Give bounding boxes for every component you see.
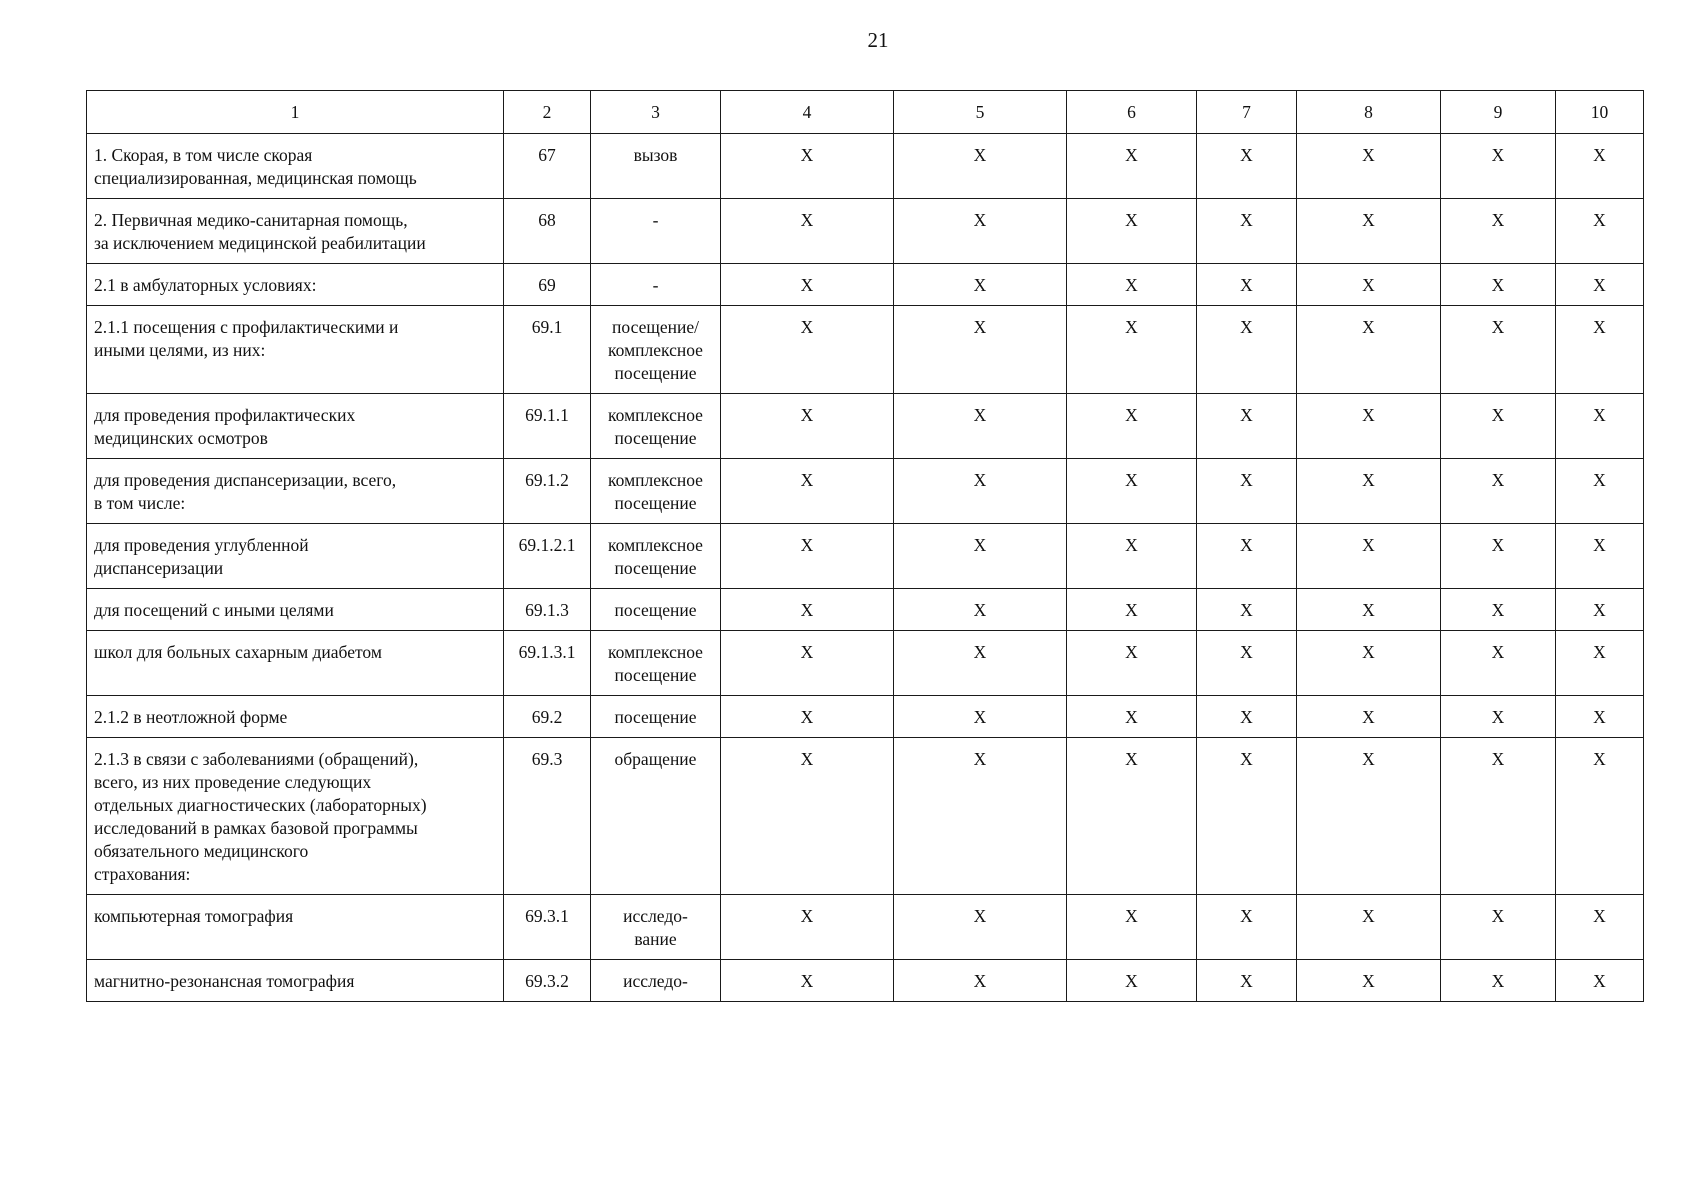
value-cell: X: [1556, 394, 1644, 459]
value-cell: X: [1441, 134, 1556, 199]
value-cell: X: [1197, 631, 1297, 696]
value-cell: X: [721, 631, 894, 696]
value-cell: X: [1556, 589, 1644, 631]
row-name-cell: 2.1.2 в неотложной форме: [87, 696, 504, 738]
value-cell: X: [1297, 134, 1441, 199]
row-name-cell: 2. Первичная медико-санитарная помощь, за исключением медицинской реабилитации: [87, 199, 504, 264]
value-cell: X: [721, 589, 894, 631]
value-cell: X: [1441, 631, 1556, 696]
row-name-cell: 2.1.1 посещения с профилактическими и иными целями, из них:: [87, 306, 504, 394]
value-cell: X: [1556, 631, 1644, 696]
value-cell: X: [1556, 306, 1644, 394]
value-cell: X: [894, 264, 1067, 306]
table-row: [87, 134, 1644, 199]
value-cell: X: [1441, 306, 1556, 394]
value-cell: X: [1441, 589, 1556, 631]
value-cell: X: [1441, 524, 1556, 589]
value-cell: X: [894, 960, 1067, 1002]
column-header: 5: [894, 91, 1067, 134]
value-cell: X: [1197, 696, 1297, 738]
value-cell: X: [894, 134, 1067, 199]
table-row: [87, 306, 1644, 394]
value-cell: X: [721, 524, 894, 589]
value-cell: X: [1441, 696, 1556, 738]
row-name-cell: для проведения диспансеризации, всего, в том числе:: [87, 459, 504, 524]
row-name-cell: для посещений с иными целями: [87, 589, 504, 631]
row-code-cell: 67: [504, 134, 591, 199]
row-name-cell: 2.1.3 в связи с заболеваниями (обращений), всего, из них проведение следующих отдельных диагностических (лабораторных) исследований в рамках базовой программы обязательного медицинского страхования:: [87, 738, 504, 895]
row-code-cell: 68: [504, 199, 591, 264]
column-header: 2: [504, 91, 591, 134]
value-cell: X: [894, 895, 1067, 960]
value-cell: X: [1067, 696, 1197, 738]
row-name-cell: школ для больных сахарным диабетом: [87, 631, 504, 696]
header-row: [87, 91, 1644, 134]
row-unit-cell: исследо- вание: [591, 895, 721, 960]
value-cell: X: [1556, 199, 1644, 264]
value-cell: X: [1067, 459, 1197, 524]
column-header: 4: [721, 91, 894, 134]
value-cell: X: [1067, 631, 1197, 696]
value-cell: X: [1297, 631, 1441, 696]
value-cell: X: [1556, 459, 1644, 524]
row-unit-cell: вызов: [591, 134, 721, 199]
value-cell: X: [1197, 199, 1297, 264]
value-cell: X: [721, 459, 894, 524]
table-body: [87, 91, 1644, 1002]
value-cell: X: [721, 306, 894, 394]
value-cell: X: [1441, 459, 1556, 524]
value-cell: X: [1197, 264, 1297, 306]
value-cell: X: [1067, 306, 1197, 394]
value-cell: X: [1297, 459, 1441, 524]
data-table: [86, 90, 1644, 1002]
value-cell: X: [721, 696, 894, 738]
table-row: [87, 589, 1644, 631]
value-cell: X: [894, 524, 1067, 589]
value-cell: X: [1197, 459, 1297, 524]
value-cell: X: [1556, 960, 1644, 1002]
table-row: [87, 738, 1644, 895]
value-cell: X: [1067, 199, 1197, 264]
row-name-cell: 1. Скорая, в том числе скорая специализированная, медицинская помощь: [87, 134, 504, 199]
value-cell: X: [894, 589, 1067, 631]
page-number: 21: [867, 28, 889, 52]
value-cell: X: [1297, 696, 1441, 738]
value-cell: X: [721, 960, 894, 1002]
value-cell: X: [894, 394, 1067, 459]
row-code-cell: 69.1.1: [504, 394, 591, 459]
value-cell: X: [1441, 738, 1556, 895]
value-cell: X: [1297, 306, 1441, 394]
value-cell: X: [721, 394, 894, 459]
value-cell: X: [1297, 394, 1441, 459]
value-cell: X: [1067, 264, 1197, 306]
value-cell: X: [1297, 199, 1441, 264]
row-code-cell: 69.1.3: [504, 589, 591, 631]
value-cell: X: [1067, 394, 1197, 459]
value-cell: X: [1297, 960, 1441, 1002]
value-cell: X: [894, 631, 1067, 696]
value-cell: X: [1556, 524, 1644, 589]
table-row: [87, 524, 1644, 589]
table-row: [87, 199, 1644, 264]
row-unit-cell: комплексное посещение: [591, 631, 721, 696]
value-cell: X: [1556, 895, 1644, 960]
value-cell: X: [1297, 738, 1441, 895]
row-unit-cell: комплексное посещение: [591, 524, 721, 589]
row-unit-cell: посещение: [591, 589, 721, 631]
row-code-cell: 69.1: [504, 306, 591, 394]
value-cell: X: [1297, 264, 1441, 306]
row-name-cell: компьютерная томография: [87, 895, 504, 960]
column-header: 1: [87, 91, 504, 134]
row-code-cell: 69.1.2.1: [504, 524, 591, 589]
row-code-cell: 69.3: [504, 738, 591, 895]
value-cell: X: [1441, 199, 1556, 264]
value-cell: X: [1556, 134, 1644, 199]
value-cell: X: [1441, 264, 1556, 306]
row-unit-cell: комплексное посещение: [591, 459, 721, 524]
table-row: [87, 459, 1644, 524]
value-cell: X: [1067, 738, 1197, 895]
value-cell: X: [1067, 589, 1197, 631]
table-row: [87, 895, 1644, 960]
value-cell: X: [894, 459, 1067, 524]
row-name-cell: для проведения профилактических медицинских осмотров: [87, 394, 504, 459]
row-name-cell: магнитно-резонансная томография: [87, 960, 504, 1002]
value-cell: X: [1197, 895, 1297, 960]
row-code-cell: 69.2: [504, 696, 591, 738]
value-cell: X: [894, 199, 1067, 264]
row-code-cell: 69.1.2: [504, 459, 591, 524]
column-header: 7: [1197, 91, 1297, 134]
value-cell: X: [1441, 960, 1556, 1002]
value-cell: X: [721, 738, 894, 895]
row-unit-cell: -: [591, 199, 721, 264]
table-row: [87, 696, 1644, 738]
column-header: 8: [1297, 91, 1441, 134]
column-header: 6: [1067, 91, 1197, 134]
row-code-cell: 69.3.2: [504, 960, 591, 1002]
value-cell: X: [1297, 589, 1441, 631]
value-cell: X: [721, 264, 894, 306]
value-cell: X: [1197, 306, 1297, 394]
value-cell: X: [894, 738, 1067, 895]
value-cell: X: [1067, 960, 1197, 1002]
value-cell: X: [1197, 589, 1297, 631]
column-header: 9: [1441, 91, 1556, 134]
row-name-cell: 2.1 в амбулаторных условиях:: [87, 264, 504, 306]
value-cell: X: [1441, 394, 1556, 459]
value-cell: X: [1197, 738, 1297, 895]
value-cell: X: [1441, 895, 1556, 960]
table-row: [87, 631, 1644, 696]
value-cell: X: [721, 134, 894, 199]
value-cell: X: [1556, 696, 1644, 738]
row-unit-cell: посещение: [591, 696, 721, 738]
row-unit-cell: исследо-: [591, 960, 721, 1002]
table-row: [87, 394, 1644, 459]
column-header: 3: [591, 91, 721, 134]
value-cell: X: [721, 895, 894, 960]
row-unit-cell: -: [591, 264, 721, 306]
row-unit-cell: обращение: [591, 738, 721, 895]
value-cell: X: [1067, 524, 1197, 589]
value-cell: X: [1556, 264, 1644, 306]
table-row: [87, 960, 1644, 1002]
value-cell: X: [1067, 895, 1197, 960]
value-cell: X: [1067, 134, 1197, 199]
value-cell: X: [1197, 134, 1297, 199]
value-cell: X: [1197, 524, 1297, 589]
value-cell: X: [1297, 895, 1441, 960]
value-cell: X: [1197, 960, 1297, 1002]
value-cell: X: [1197, 394, 1297, 459]
value-cell: X: [721, 199, 894, 264]
value-cell: X: [1556, 738, 1644, 895]
value-cell: X: [1297, 524, 1441, 589]
row-code-cell: 69.1.3.1: [504, 631, 591, 696]
value-cell: X: [894, 306, 1067, 394]
column-header: 10: [1556, 91, 1644, 134]
row-unit-cell: комплексное посещение: [591, 394, 721, 459]
value-cell: X: [894, 696, 1067, 738]
row-unit-cell: посещение/ комплексное посещение: [591, 306, 721, 394]
row-code-cell: 69.3.1: [504, 895, 591, 960]
table-row: [87, 264, 1644, 306]
row-name-cell: для проведения углубленной диспансеризации: [87, 524, 504, 589]
row-code-cell: 69: [504, 264, 591, 306]
